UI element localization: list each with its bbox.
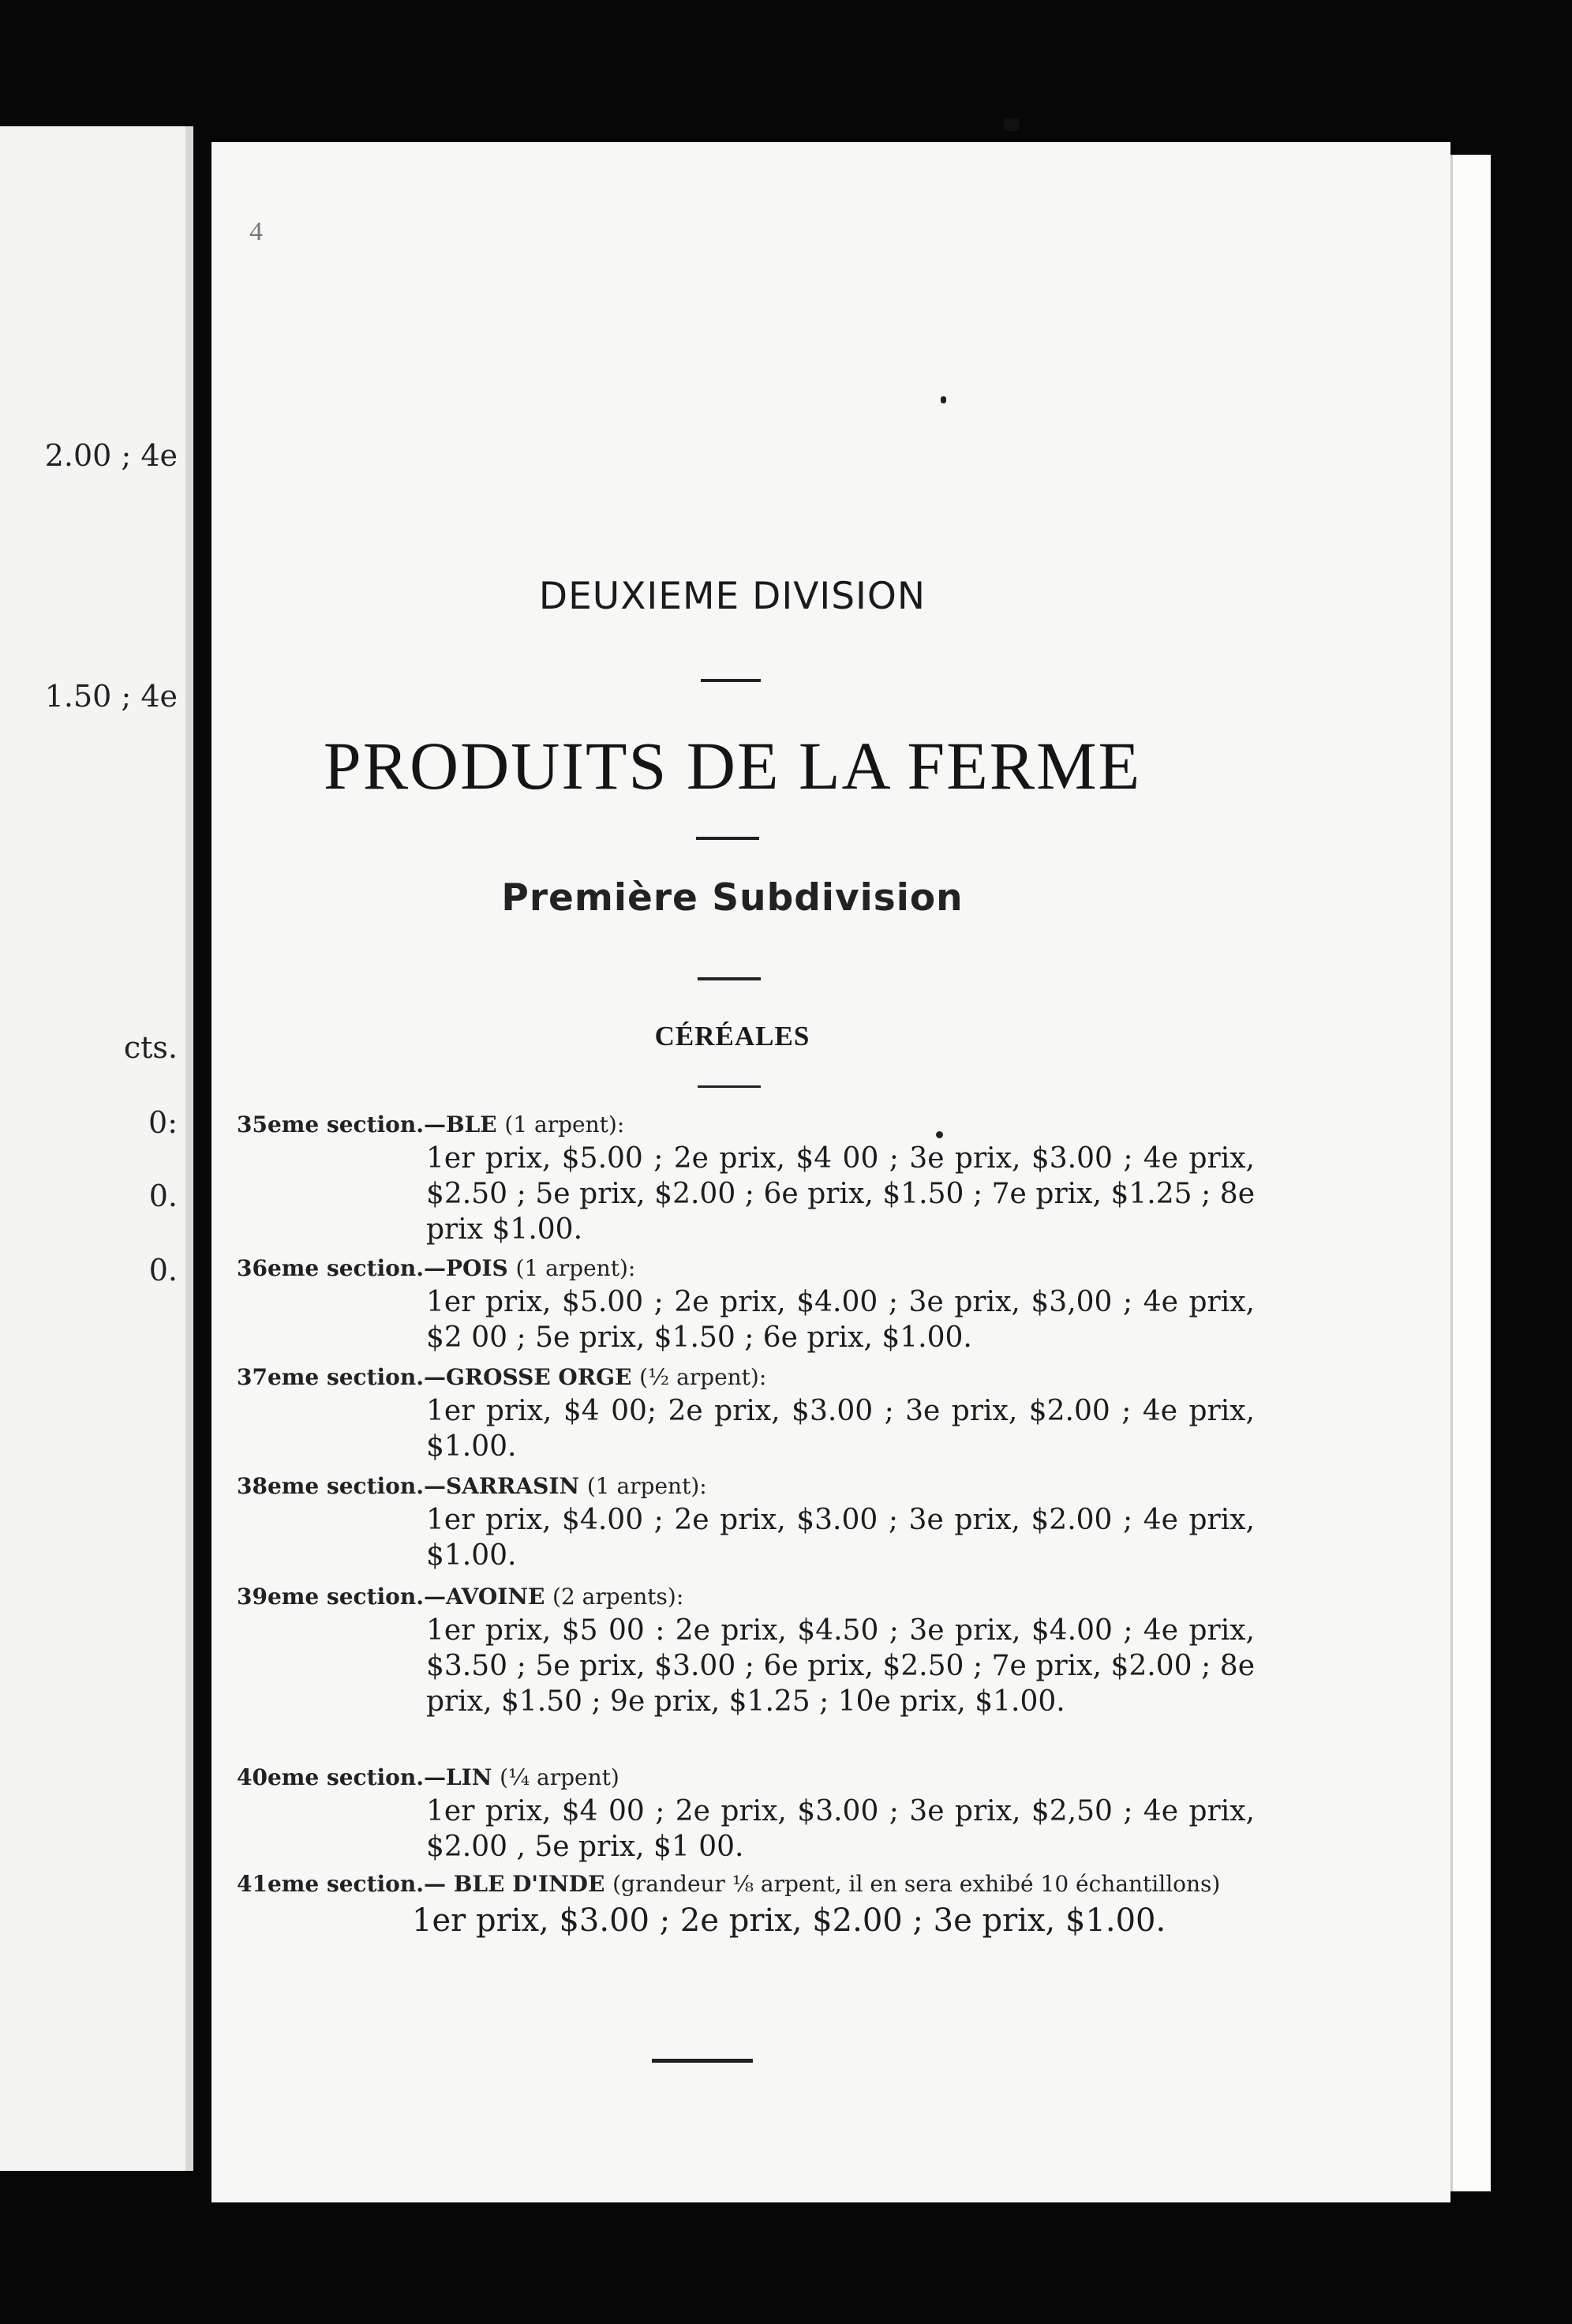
section-size: (2 arpents): <box>552 1584 684 1610</box>
prize-list <box>237 1613 1255 1719</box>
previous-page-fragment: 0. <box>148 1179 178 1213</box>
section-size: (1 arpent): <box>504 1111 625 1138</box>
prize-text: 1er prix, $3.00 ; 2e prix, $2.00 ; 3e prix, $1.00. <box>412 1902 1166 1939</box>
prize-section <box>237 1473 1255 1573</box>
previous-page-fragment: 0. <box>148 1253 178 1288</box>
section-heading <box>237 1584 1255 1610</box>
previous-page-fragment: 0: <box>148 1105 178 1140</box>
prize-list <box>237 1794 1255 1865</box>
prize-section <box>237 1111 1255 1247</box>
page-edge <box>1450 155 1491 2191</box>
prize-section <box>237 1584 1255 1719</box>
ink-speck <box>936 1131 943 1138</box>
prize-list <box>237 1903 1255 1939</box>
section-title: 41eme section.— BLE D'INDE <box>237 1871 605 1897</box>
previous-page-strip <box>0 126 193 2171</box>
section-heading <box>237 1111 1255 1138</box>
end-rule <box>652 2059 753 2063</box>
section-heading <box>237 1764 1255 1790</box>
ink-speck <box>941 396 946 403</box>
section-heading <box>237 1473 1255 1499</box>
section-size: (½ arpent): <box>639 1364 767 1390</box>
prize-text: 1er prix, $5 00 : 2e prix, $4.50 ; 3e prix, $4.00 ; 4e prix, $3.50 ; 5e prix, $3.00 ; 6e prix, $2.50 ; 7e prix, $2.00 ; 8e prix, $1.50 ; 9e prix, $1.25 ; 10e prix, $1.00. <box>426 1614 1255 1718</box>
category-heading: CÉRÉALES <box>654 1021 810 1051</box>
previous-page-fragment: cts. <box>123 1030 178 1065</box>
prize-section <box>237 1364 1255 1464</box>
division-heading: DEUXIEME DIVISION <box>538 575 926 618</box>
section-title: 39eme section.—AVOINE <box>237 1584 545 1610</box>
section-heading <box>237 1873 1255 1895</box>
prize-list <box>237 1393 1255 1464</box>
prize-list <box>237 1502 1255 1573</box>
section-title: 38eme section.—SARRASIN <box>237 1473 580 1499</box>
previous-page-fragment: 2.00 ; 4e <box>44 438 178 473</box>
section-size: (1 arpent): <box>515 1255 636 1281</box>
prize-text: 1er prix, $5.00 ; 2e prix, $4.00 ; 3e prix, $3,00 ; 4e prix, $2 00 ; 5e prix, $1.50 ; 6e prix, $1.00. <box>426 1286 1255 1354</box>
prize-list <box>237 1284 1255 1355</box>
page-folio: 4 <box>249 217 263 246</box>
ink-speck <box>1004 118 1020 131</box>
prize-list <box>237 1141 1255 1247</box>
subdivision-heading: Première Subdivision <box>501 876 964 920</box>
page-title: PRODUITS DE LA FERME <box>323 728 1142 804</box>
section-title: 36eme section.—POIS <box>237 1255 508 1281</box>
section-size: (grandeur ⅛ arpent, il en sera exhibé 10 échantillons) <box>612 1871 1221 1897</box>
prize-text: 1er prix, $4 00; 2e prix, $3.00 ; 3e prix, $2.00 ; 4e prix, $1.00. <box>426 1395 1255 1463</box>
divider-rule <box>696 837 759 840</box>
prize-section <box>237 1255 1255 1355</box>
prize-section <box>237 1764 1255 1865</box>
prize-section <box>237 1873 1255 1939</box>
section-title: 35eme section.—BLE <box>237 1111 497 1138</box>
prize-text: 1er prix, $4.00 ; 2e prix, $3.00 ; 3e prix, $2.00 ; 4e prix, $1.00. <box>426 1504 1255 1572</box>
document-page <box>211 142 1450 2202</box>
section-size: (¼ arpent) <box>500 1764 619 1790</box>
divider-rule <box>701 679 761 682</box>
divider-rule <box>698 1085 761 1088</box>
section-title: 40eme section.—LIN <box>237 1764 492 1790</box>
prize-text: 1er prix, $5.00 ; 2e prix, $4 00 ; 3e prix, $3.00 ; 4e prix, $2.50 ; 5e prix, $2.00 ; 6e prix, $1.50 ; 7e prix, $1.25 ; 8e prix $1.00. <box>426 1142 1255 1246</box>
prize-text: 1er prix, $4 00 ; 2e prix, $3.00 ; 3e prix, $2,50 ; 4e prix, $2.00 , 5e prix, $1 00. <box>426 1795 1255 1863</box>
previous-page-fragment: 1.50 ; 4e <box>44 679 178 714</box>
divider-rule <box>698 977 761 980</box>
section-heading <box>237 1255 1255 1281</box>
section-heading <box>237 1364 1255 1390</box>
section-size: (1 arpent): <box>586 1473 707 1499</box>
section-title: 37eme section.—GROSSE ORGE <box>237 1364 632 1390</box>
